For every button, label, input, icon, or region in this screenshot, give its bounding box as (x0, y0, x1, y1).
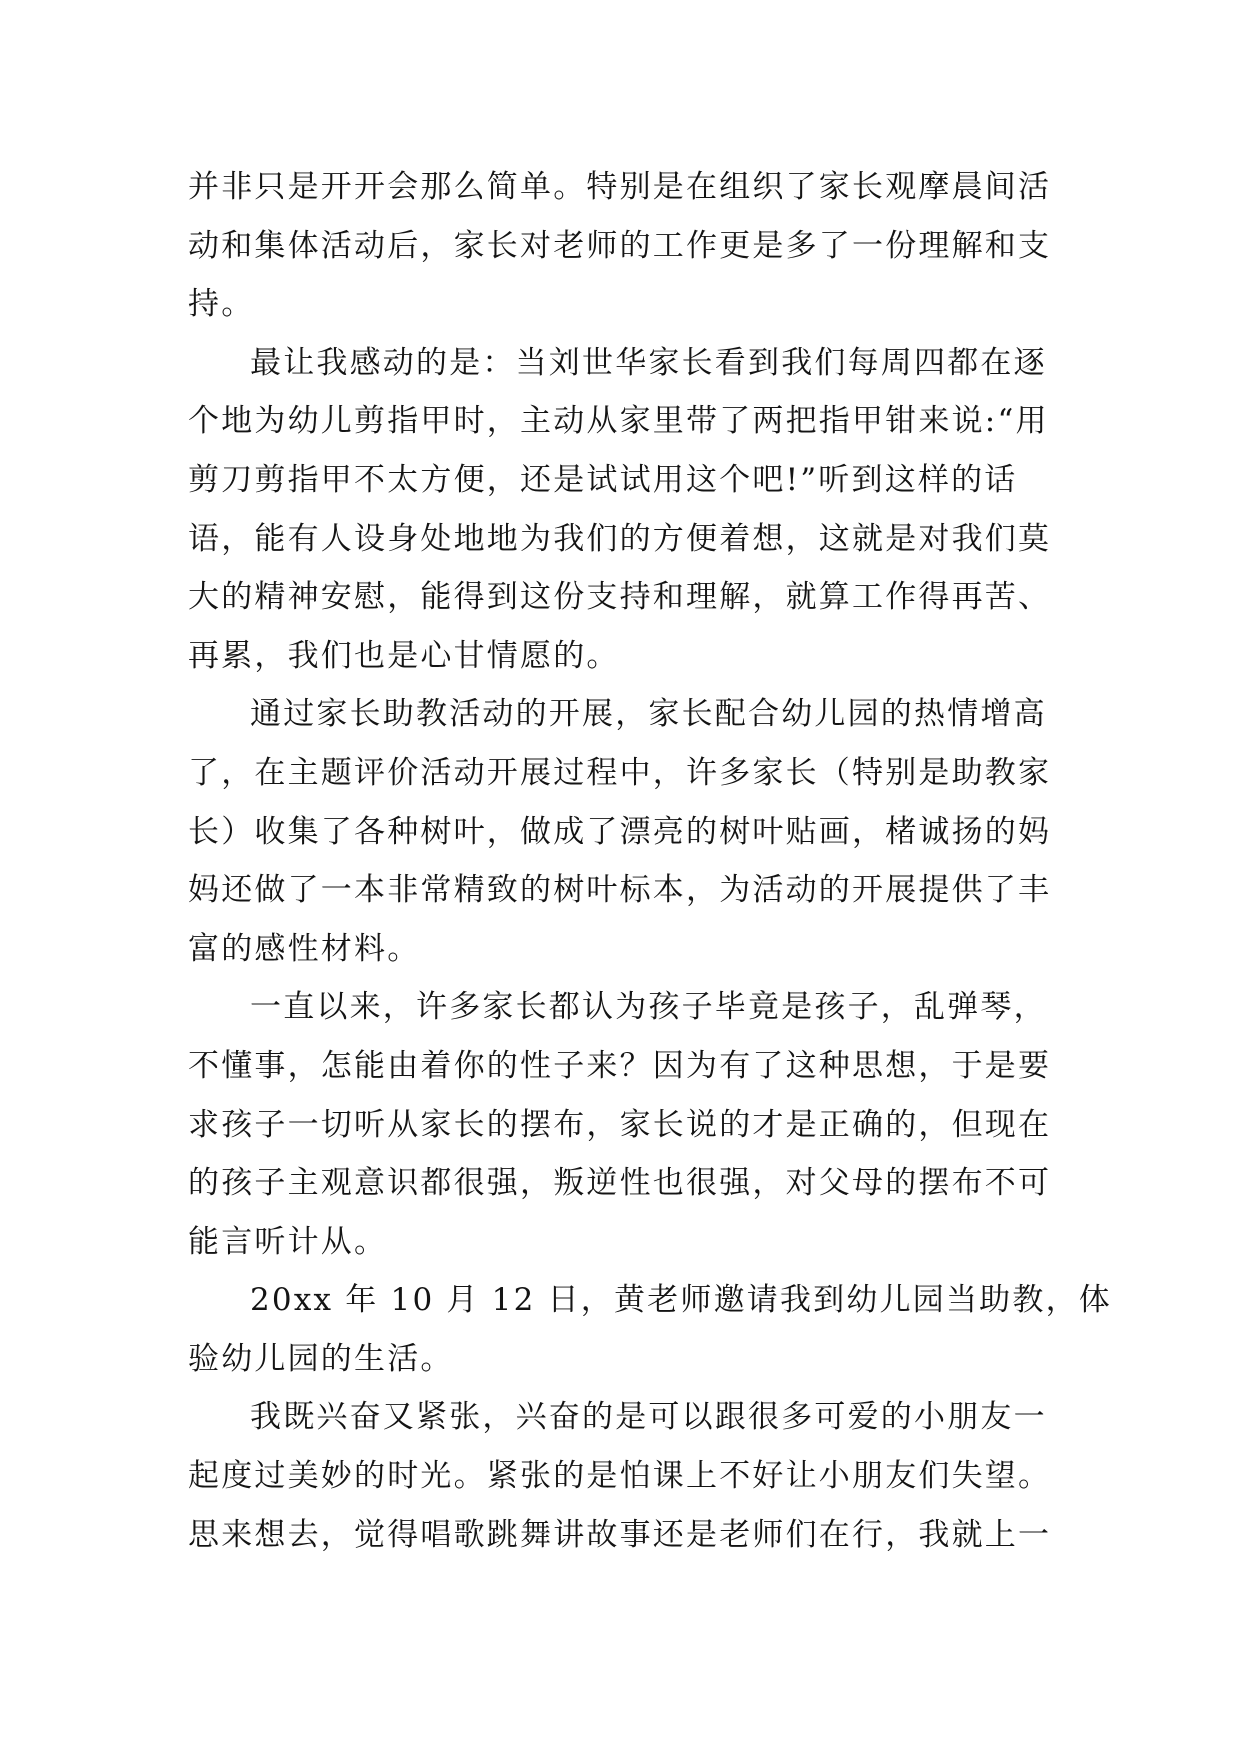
text-line: 持。 (188, 286, 255, 323)
text-line: 验幼儿园的生活。 (188, 1340, 454, 1377)
text-line: 的孩子主观意识都很强，叛逆性也很强，对父母的摆布不可 (188, 1165, 1052, 1202)
paragraph (188, 158, 1078, 334)
document-body (188, 158, 1112, 1564)
text-line: 了，在主题评价活动开展过程中，许多家长（特别是助教家 (188, 754, 1052, 791)
paragraph (188, 1388, 1078, 1564)
text-line: 起度过美妙的时光。紧张的是怕课上不好让小朋友们失望。 (188, 1458, 1052, 1495)
text-line: 个地为幼儿剪指甲时，主动从家里带了两把指甲钳来说:“用 (188, 403, 1049, 440)
text-line: 通过家长助教活动的开展，家长配合幼儿园的热情增高 (250, 696, 1047, 733)
text-line: 大的精神安慰，能得到这份支持和理解，就算工作得再苦、 (188, 579, 1052, 616)
paragraph (188, 1271, 1112, 1388)
text-line: 最让我感动的是：当刘世华家长看到我们每周四都在逐 (250, 344, 1047, 381)
text-line: 一直以来，许多家长都认为孩子毕竟是孩子，乱弹琴， (250, 989, 1047, 1026)
paragraph (188, 685, 1078, 978)
text-line: 能言听计从。 (188, 1223, 388, 1260)
text-line: 并非只是开开会那么简单。特别是在组织了家长观摩晨间活 (188, 169, 1052, 205)
text-line: 富的感性材料。 (188, 930, 421, 967)
text-line: 20xx 年 10 月 12 日，黄老师邀请我到幼儿园当助教，体 (250, 1282, 1112, 1319)
text-line: 我既兴奋又紧张，兴奋的是可以跟很多可爱的小朋友一 (250, 1399, 1047, 1436)
text-line: 求孩子一切听从家长的摆布，家长说的才是正确的，但现在 (188, 1106, 1052, 1143)
text-line: 再累，我们也是心甘情愿的。 (188, 637, 620, 674)
text-line: 剪刀剪指甲不太方便，还是试试用这个吧!”听到这样的话 (188, 461, 1018, 498)
paragraph (188, 978, 1078, 1271)
text-line: 长）收集了各种树叶，做成了漂亮的树叶贴画，楮诚扬的妈 (188, 813, 1052, 850)
text-line: 不懂事，怎能由着你的性子来？因为有了这种思想，于是要 (188, 1047, 1052, 1084)
text-line: 语，能有人设身处地地为我们的方便着想，这就是对我们莫 (188, 520, 1052, 557)
text-line: 妈还做了一本非常精致的树叶标本，为活动的开展提供了丰 (188, 872, 1052, 909)
text-line: 动和集体活动后，家长对老师的工作更是多了一份理解和支 (188, 227, 1052, 264)
text-line: 思来想去，觉得唱歌跳舞讲故事还是老师们在行，我就上一 (188, 1516, 1052, 1553)
paragraph (188, 334, 1078, 686)
